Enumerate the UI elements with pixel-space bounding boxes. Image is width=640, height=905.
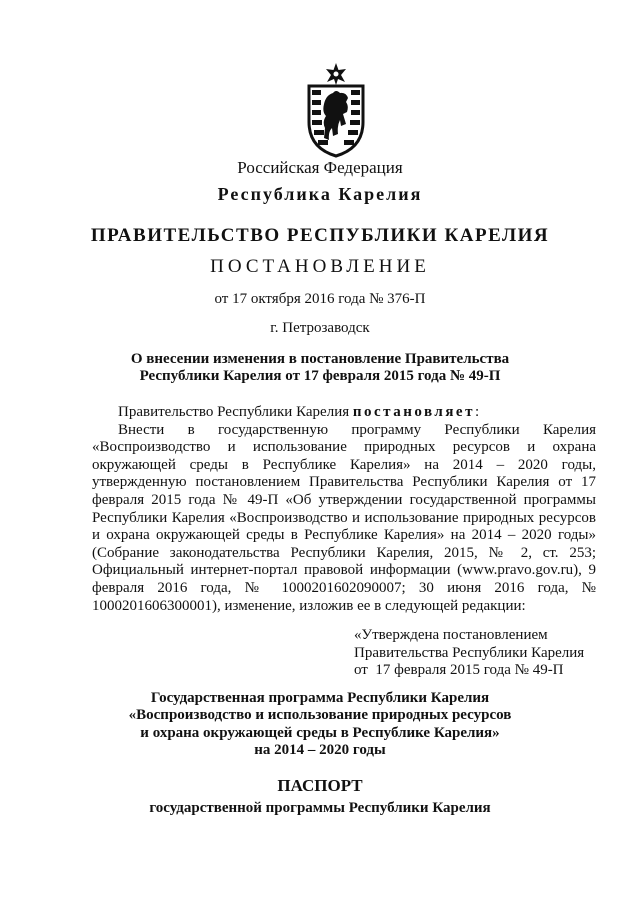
- country-name: Российская Федерация: [237, 158, 403, 177]
- main-paragraph: Внести в государственную программу Республики Карелия «Воспроизводство и использование природных ресурсов и охрана окружающей среды в Республике Карелия» на 2014 – 2020 годы, утвержденную постановлением Правительства Республики Карелия от 17 февраля 2015 года № 49-П «Об утверждении государственной программы Республики Карелия «Воспроизводство и использование природных ресурсов и охрана окружающей среды в Республике Карелия» на 2014 – 2020 годы» (Собрание законодательства Республики Карелия, 2015, № 2, ст. 253; Официальный интернет-портал правовой информации (www.pravo.gov.ru), 9 февраля 2016 года, № 1000201602090007; 30 июня 2016 года, № 1000201606300001), изменение, изложив ее в следующей редакции:: [92, 421, 596, 614]
- program-title-line: на 2014 – 2020 годы: [254, 742, 386, 759]
- document-type: ПОСТАНОВЛЕНИЕ: [210, 256, 430, 277]
- subject-line: Республики Карелия от 17 февраля 2015 года № 49-П: [139, 368, 501, 384]
- approval-line: от 17 февраля 2015 года № 49-П: [354, 662, 564, 679]
- city: г. Петрозаводск: [270, 320, 370, 336]
- resolves-word: постановляет: [352, 404, 475, 420]
- intro-paragraph: [92, 404, 596, 422]
- subject-heading: [0, 351, 640, 385]
- republic-name: Республика Карелия: [217, 184, 423, 204]
- approval-line: Правительства Республики Карелия: [354, 644, 585, 661]
- passport-title: ПАСПОРТ: [277, 776, 363, 795]
- approval-stamp-text: [354, 627, 614, 680]
- program-title-line: Государственная программа Республики Карелия: [150, 690, 490, 706]
- program-title-line: «Воспроизводство и использование природных ресурсов: [128, 707, 512, 724]
- approval-line: «Утверждена постановлением: [354, 627, 548, 643]
- passport-subtitle: государственной программы Республики Карелия: [149, 800, 491, 816]
- date-and-number: от 17 октября 2016 года № 376-П: [214, 291, 426, 307]
- government-title: ПРАВИТЕЛЬСТВО РЕСПУБЛИКИ КАРЕЛИЯ: [90, 225, 550, 246]
- program-title-line: и охрана окружающей среды в Республике Карелия»: [140, 724, 500, 741]
- subject-line: О внесении изменения в постановление Правительства: [130, 351, 510, 367]
- intro-suffix: :: [474, 404, 480, 420]
- intro-prefix: Правительство Республики Карелия: [118, 404, 353, 420]
- resolution-body: [92, 404, 596, 615]
- program-title: [0, 690, 640, 760]
- karelia-coat-of-arms-icon: [300, 62, 372, 160]
